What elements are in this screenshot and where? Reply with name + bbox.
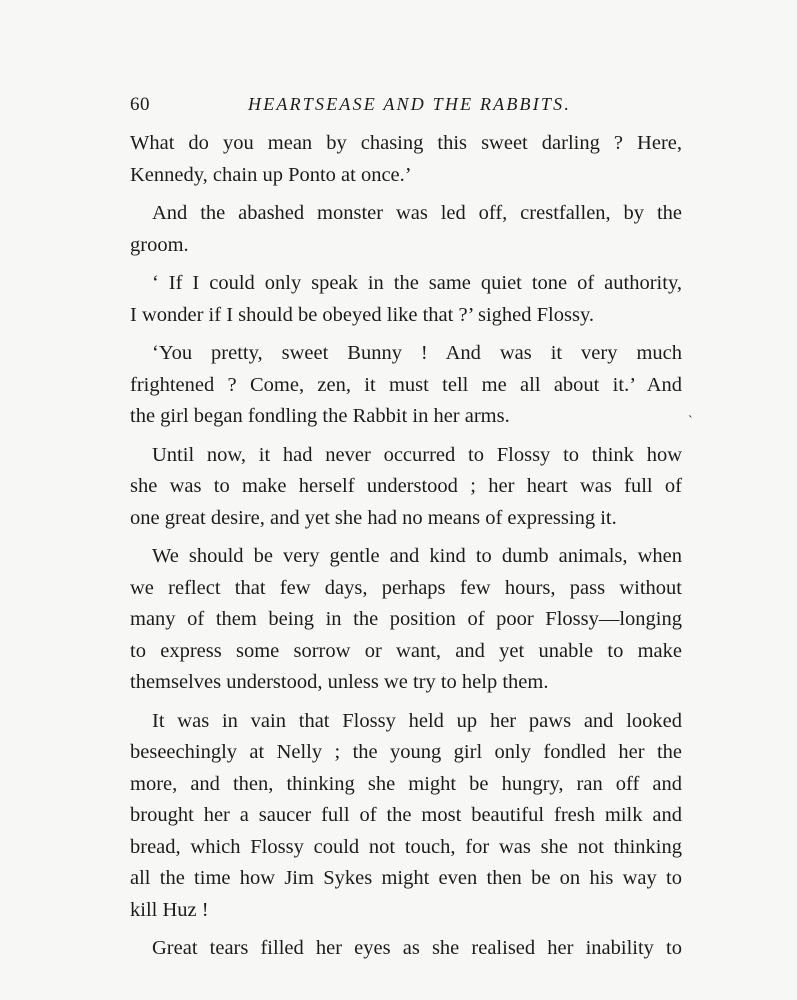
margin-mark: ` <box>688 414 693 429</box>
text-line: kill Huz ! <box>130 898 209 921</box>
text-line: all the time how Jim Sykes might even then be on his way to <box>130 867 682 889</box>
paragraph <box>130 198 682 261</box>
text-line: she was to make herself understood ; her heart was full of <box>130 475 682 497</box>
paragraph <box>130 128 682 191</box>
text-line: bread, which Flossy could not touch, for was she not thinking <box>130 835 682 858</box>
text-line: the girl began fondling the Rabbit in her arms. <box>130 405 510 427</box>
text-line: we reflect that few days, perhaps few hours, pass without <box>130 576 682 599</box>
paragraph <box>130 706 682 927</box>
running-head <box>130 94 682 120</box>
text-line: more, and then, thinking she might be hungry, ran off and <box>130 772 682 795</box>
text-line: ‘ If I could only speak in the same quiet tone of authority, <box>152 272 682 294</box>
text-line: groom. <box>130 233 189 256</box>
paragraph <box>130 933 682 965</box>
running-title: HEARTSEASE AND THE RABBITS. <box>248 94 572 114</box>
text-line: Kennedy, chain up Ponto at once.’ <box>130 163 412 186</box>
text-line: And the abashed monster was led off, crestfallen, by the <box>152 202 682 224</box>
paragraph <box>130 268 682 331</box>
paragraph <box>130 338 682 433</box>
page-number: 60 <box>130 94 150 115</box>
text-line: ‘You pretty, sweet Bunny ! And was it very much <box>152 342 682 364</box>
body-text <box>130 128 682 965</box>
text-line: Great tears filled her eyes as she realised her inability to <box>152 937 682 959</box>
text-line: one great desire, and yet she had no means of expressing it. <box>130 506 617 529</box>
text-line: themselves understood, unless we try to help them. <box>130 671 549 693</box>
text-line: We should be very gentle and kind to dumb animals, when <box>152 545 682 567</box>
text-line: beseechingly at Nelly ; the young girl only fondled her the <box>130 741 682 763</box>
text-line: What do you mean by chasing this sweet darling ? Here, <box>130 132 682 154</box>
paragraph <box>130 440 682 535</box>
text-line: brought her a saucer full of the most beautiful fresh milk and <box>130 804 682 826</box>
text-line: many of them being in the position of poor Flossy—longing <box>130 608 682 630</box>
text-line: frightened ? Come, zen, it must tell me all about it.’ And <box>130 373 682 396</box>
text-line: I wonder if I should be obeyed like that ?’ sighed Flossy. <box>130 303 595 326</box>
text-line: Until now, it had never occurred to Flossy to think how <box>152 443 682 466</box>
paragraph <box>130 541 682 699</box>
text-line: to express some sorrow or want, and yet unable to make <box>130 639 682 662</box>
text-line: It was in vain that Flossy held up her paws and looked <box>152 709 682 732</box>
